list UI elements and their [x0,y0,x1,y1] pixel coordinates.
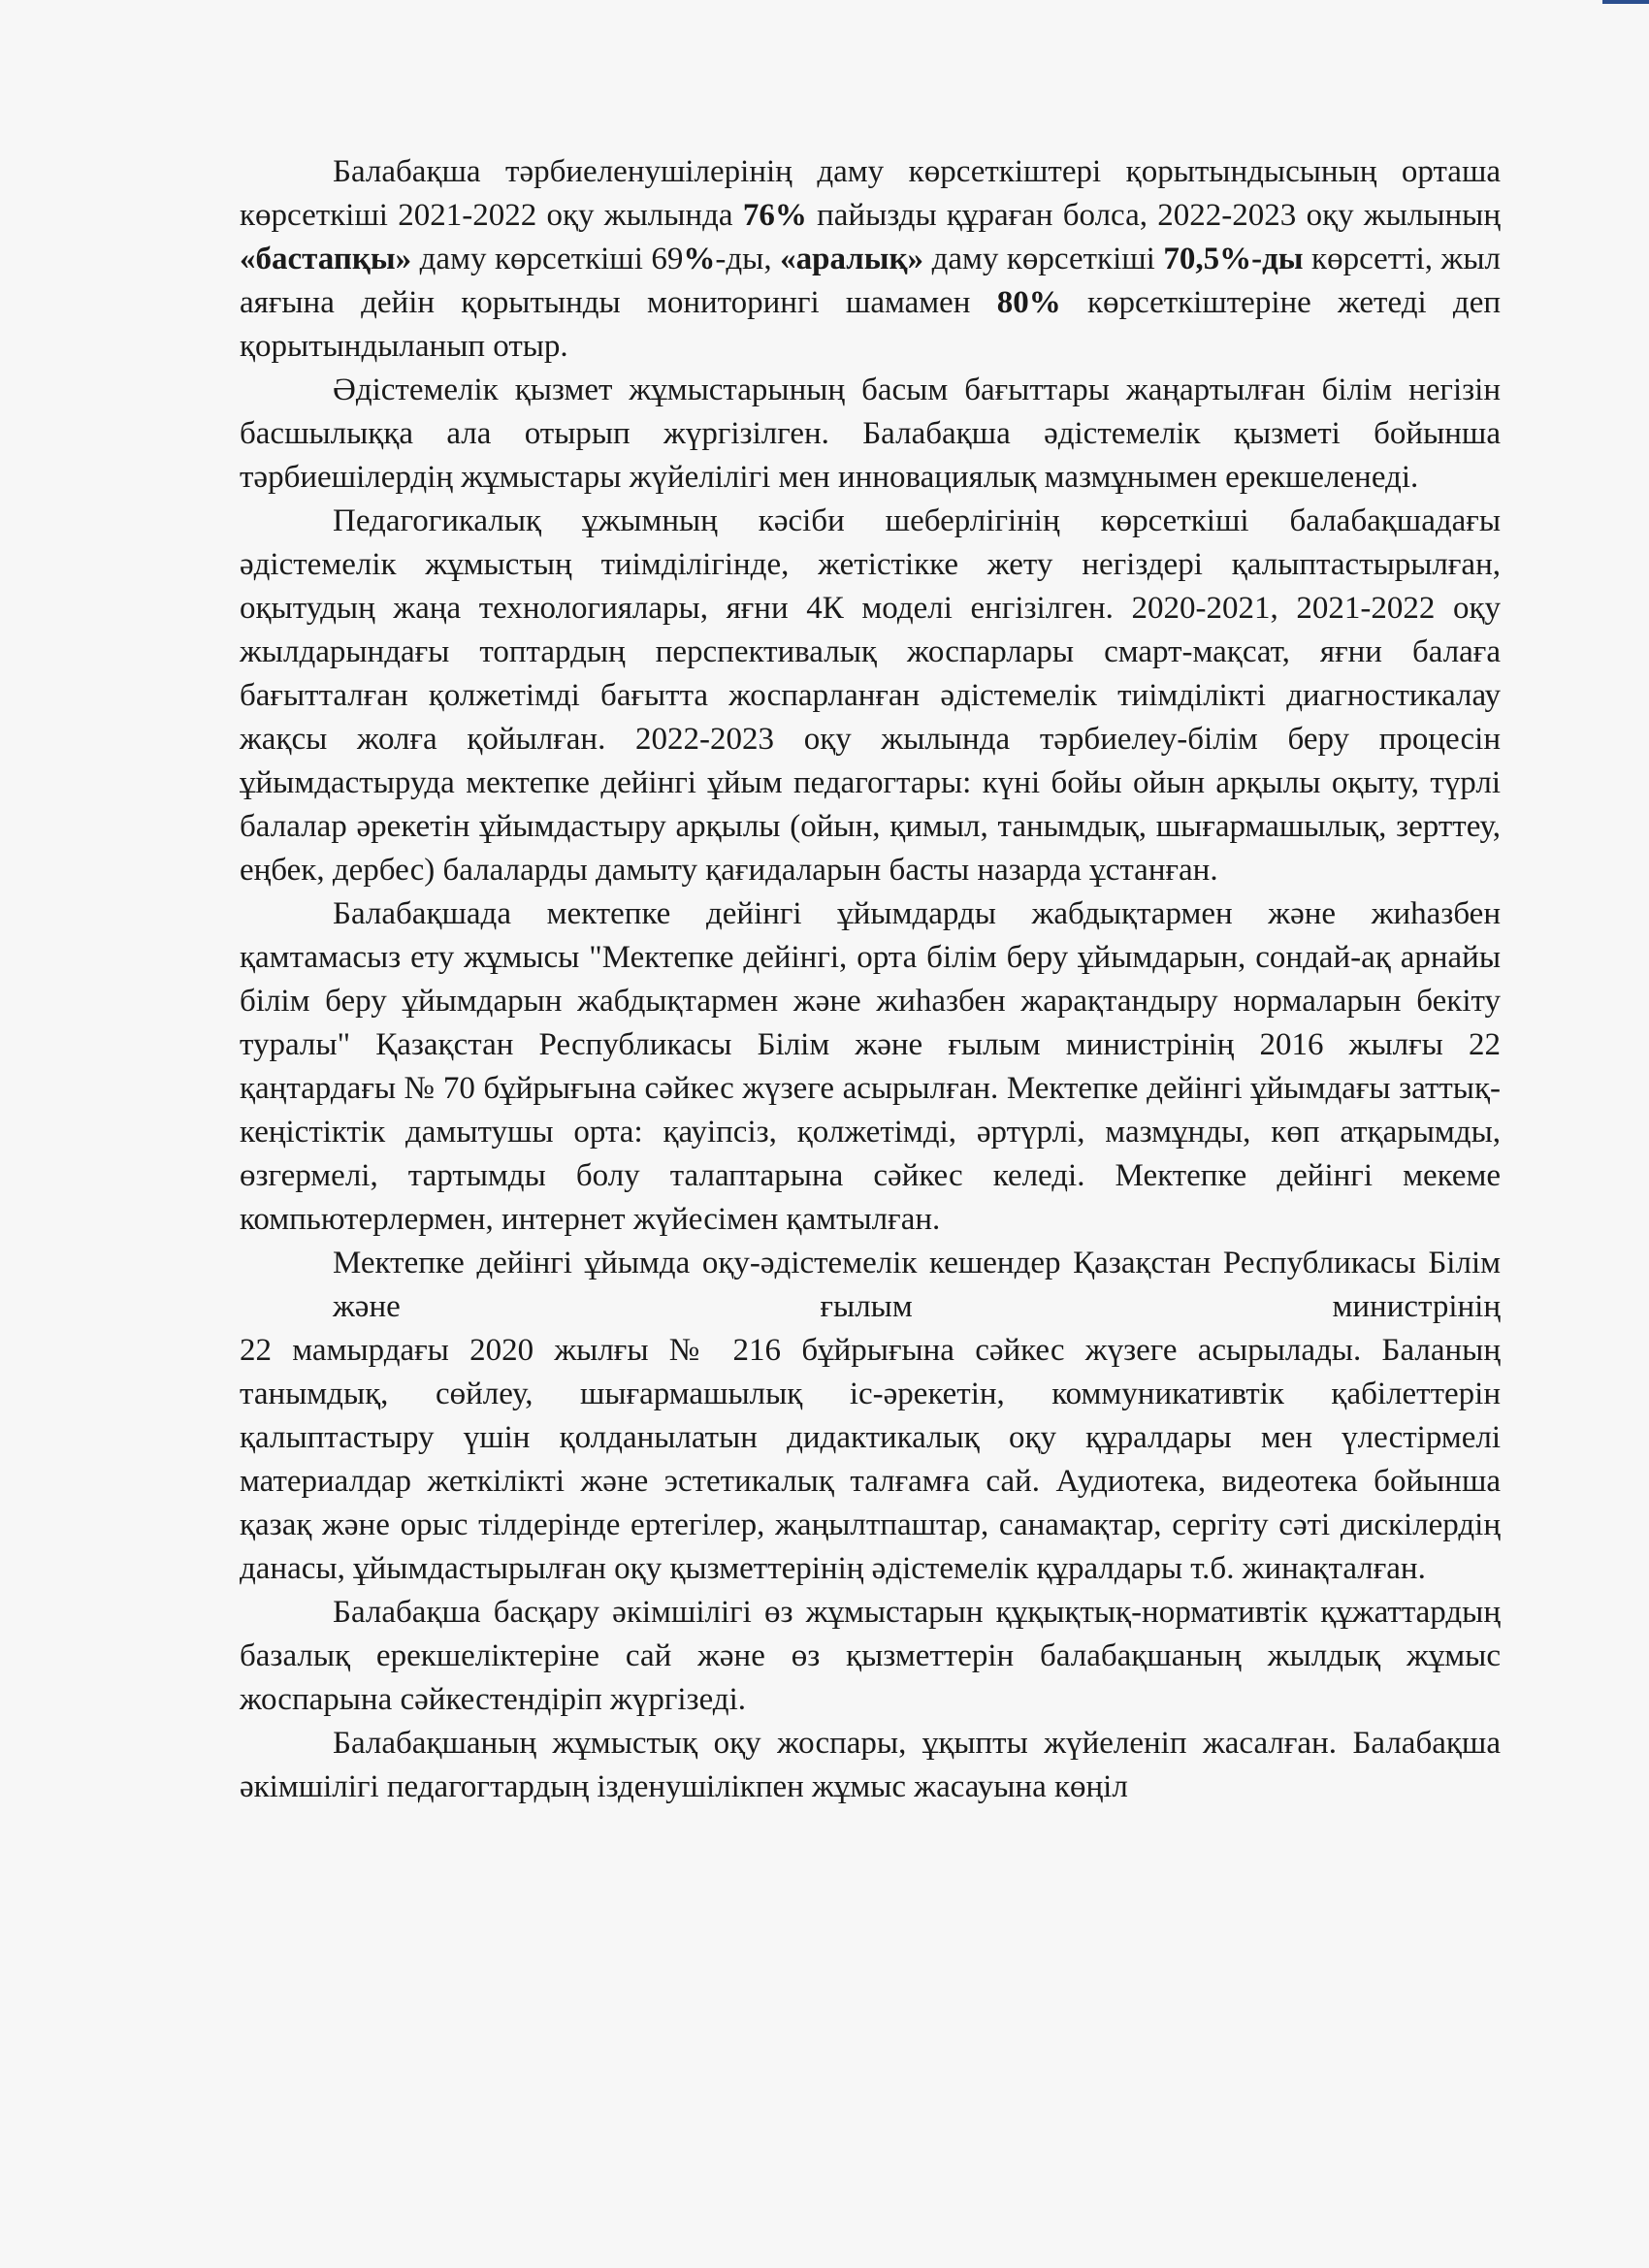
bold-run: «бастапқы» [240,242,412,276]
bold-run: 70,5%-ды [1163,242,1304,276]
paragraph-development-indicators [240,150,1501,369]
text-run: даму көрсеткіші 69 [411,242,684,276]
bold-run: % [683,242,716,276]
paragraph-methodical-service: Әдістемелік қызмет жұмыстарының басым бағыттары жаңартылған білім негізін басшылыққа ала отырып жүргізілген. Балабақша әдістемелік қызметі бойынша тәрбиешілердің жұмыстары жүйелілігі мен инновациялық мазмұнымен ерекшеленеді. [240,373,1501,495]
bold-run: 80% [996,285,1061,320]
paragraph-administration: Балабақша басқару әкімшілігі өз жұмыстарын құқықтық-нормативтік құжаттардың базалық ерекшеліктеріне сай және өз қызметтерін балабақшаның жылдық жұмыс жоспарына сәйкестендіріп жүргізеді. [240,1595,1501,1717]
text-run: көрсетті, жыл аяғына дейін қорытынды мониторингі шамамен [240,242,1501,320]
text-run: Мектепке дейінгі ұйымда оқу-әдістемелік кешендер Қазақстан Республикасы Білім және ғылым министрінің [333,1246,1501,1324]
text-run: пайызды құраған болса, 2022-2023 оқу жылының [806,198,1501,233]
bold-run: «аралық» [780,242,924,276]
paragraph-pedagogical-team: Педагогикалық ұжымның кәсіби шеберлігінің көрсеткіші балабақшадағы әдістемелік жұмыстың тиімділігінде, жетістікке жету негіздері қалыптастырылған, оқытудың жаңа технологиялары, яғни 4К моделі енгізілген. 2020-2021, 2021-2022 оқу жылдарындағы топтардың перспективалық жоспарлары смарт-мақсат, яғни балаға бағытталған қолжетімді бағытта жоспарланған әдістемелік тиімділікті диагностикалау жақсы жолға қойылған. 2022-2023 оқу жылында тәрбиелеу-білім беру процесін ұйымдастыруда мектепке дейінгі ұйым педагогтары: күні бойы ойын арқылы оқыту, түрлі балалар әрекетін ұйымдастыру арқылы (ойын, қимыл, танымдық, шығармашылық, зерттеу, еңбек, дербес) балаларды дамыту қағидаларын басты назарда ұстанған. [240,503,1501,888]
paragraph-equipment: Балабақшада мектепке дейінгі ұйымдарды жабдықтармен және жиһазбен қамтамасыз ету жұмысы "Мектепке дейінгі, орта білім беру ұйымдарын, сондай-ақ арнайы білім беру ұйымдарын жабдықтармен және жиһазбен жарақтандыру нормаларын бекіту туралы" Қазақстан Республикасы Білім және ғылым министрінің 2016 жылғы 22 қаңтардағы № 70 бұйрығына сәйкес жүзеге асырылған. Мектепке дейінгі ұйымдағы заттық-кеңістіктік дамытушы орта: қауіпсіз, қолжетімді, әртүрлі, мазмұнды, көп атқарымды, өзгермелі, тартымды болу талаптарына сәйкес келеді. Мектепке дейінгі мекеме компьютерлермен, интернет жүйесімен қамтылған. [240,896,1501,1237]
paragraph-work-plan: Балабақшаның жұмыстық оқу жоспары, ұқыпты жүйеленіп жасалған. Балабақша әкімшілігі педагогтардың ізденушілікпен жұмыс жасауына көңіл [240,1726,1501,1804]
text-run: -ды, [715,242,781,276]
bold-run: 76% [742,198,807,233]
text-run: көрсеткіштеріне жетеді деп қорытындыланып отыр. [240,285,1502,364]
paragraph-teaching-complexes [240,1242,1501,1591]
text-run: Балабақша тәрбиеленушілерінің даму көрсеткіштері қорытындысының орташа көрсеткіші 2021-2022 оқу жылында [240,154,1501,233]
text-run: даму көрсеткіші [923,242,1164,276]
scan-corner-mark [1602,0,1649,4]
document-body [240,150,1501,1809]
text-run: 22 мамырдағы 2020 жылғы № 216 бұйрығына сәйкес жүзеге асырылады. Баланың танымдық, сөйлеу, шығармашылық іс-әрекетін, коммуникативтік қабілеттерін қалыптастыру үшін қолданылатын дидактикалық оқу құралдары мен үлестірмелі материалдар жеткілікті және эстетикалық талғамға сай. Аудиотека, видеотека бойынша қазақ және орыс тілдерінде ертегілер, жаңылтпаштар, санамақтар, сергіту сәті дискілердің данасы, ұйымдастырылған оқу қызметтерінің әдістемелік құралдары т.б. жинақталған. [240,1333,1501,1586]
